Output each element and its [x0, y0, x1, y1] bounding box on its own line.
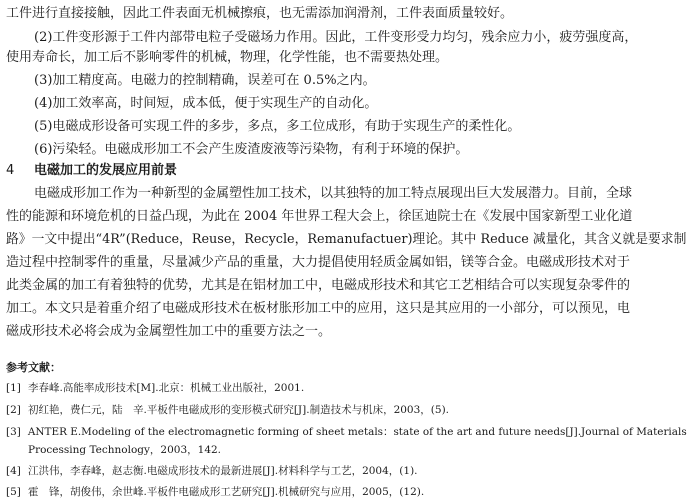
reference-text: 霍 锋，胡俊伟，余世峰.平板件电磁成形工艺研究[J].机械研究与应用，2005，(12).	[28, 486, 425, 498]
reference-item	[6, 425, 687, 439]
reference-text: 江洪伟，李春峰，赵志衡.电磁成形技术的最新进展[J].材料科学与工艺，2004，(1).	[28, 465, 418, 477]
body-line-2: 性的能源和环境危机的日益凸现，为此在 2004 年世界工程大会上，徐匡迪院士在《发展中国家新型工业化道	[6, 209, 633, 224]
body-line-6: 加工。本文只是着重介绍了电磁成形技术在板材胀形加工中的应用，这只是其应用的一小部分，可以预见，电	[6, 301, 631, 316]
reference-number: [4]	[6, 465, 21, 477]
section-number: 4	[6, 163, 15, 178]
intro-tail-text: 工件进行直接接触，因此工件表面无机械擦痕，也无需添加润滑剂，工件表面质量较好。	[6, 6, 514, 21]
body-line-4: 造过程中控制零件的重量，尽量减少产品的重量，大力提倡使用轻质金属如铝，镁等合金。电磁成形技术对于	[6, 255, 631, 270]
body-line-5: 此类金属的加工有着独特的优势，尤其是在铝材加工中，电磁成形技术和其它工艺相结合可以实现复杂零件的	[6, 278, 631, 293]
body-line-7: 磁成形技术必将会成为金属塑性加工中的重要方法之一。	[6, 324, 332, 339]
reference-number: [1]	[6, 382, 21, 394]
reference-number: [3]	[6, 426, 21, 438]
references-title: 参考文献：	[6, 361, 61, 374]
reference-text: 初红艳，费仁元，陆 辛.平板件电磁成形的变形模式研究[J].制造技术与机床，2003，(5).	[28, 404, 450, 416]
advantage-2-line2: 使用寿命长，加工后不影响零件的机械，物理，化学性能，也不需要热处理。	[6, 50, 449, 65]
advantage-3: (3)加工精度高。电磁力的控制精确，误差可在 0.5%之内。	[34, 73, 376, 88]
advantage-2-line1: (2)工件变形源于工件内部带电粒子受磁场力作用。因此，工件变形受力均匀，残余应力小，疲劳强度高，	[34, 30, 638, 45]
advantage-5: (5)电磁成形设备可实现工件的多步，多点，多工位成形，有助于实现生产的柔性化。	[34, 119, 521, 134]
reference-text: ANTER E.Modeling of the electromagnetic forming of sheet metals：state of the art and future needs[J].Journal of Materials	[27, 426, 687, 438]
body-line-3: 路》一文中提出“4R”(Reduce，Reuse，Recycle，Remanufactuer)理论。其中 Reduce 减量化，其含义就是要求制	[6, 232, 687, 247]
reference-item	[6, 381, 304, 395]
reference-item	[6, 403, 449, 417]
section-heading	[6, 163, 177, 179]
reference-number: [2]	[6, 404, 21, 416]
reference-item	[6, 485, 424, 499]
reference-continuation: Processing Technology，2003，142.	[28, 444, 222, 456]
advantage-4: (4)加工效率高，时间短，成本低，便于实现生产的自动化。	[34, 96, 378, 111]
advantage-6: (6)污染轻。电磁成形加工不会产生废渣废液等污染物，有利于环境的保护。	[34, 142, 469, 157]
body-line-1: 电磁成形加工作为一种新型的金属塑性加工技术，以其独特的加工特点展现出巨大发展潜力。目前，全球	[34, 186, 633, 201]
reference-text: 李春峰.高能率成形技术[M].北京：机械工业出版社，2001.	[28, 382, 305, 394]
reference-number: [5]	[6, 486, 21, 498]
section-title: 电磁加工的发展应用前景	[34, 163, 178, 178]
reference-item	[6, 464, 418, 478]
